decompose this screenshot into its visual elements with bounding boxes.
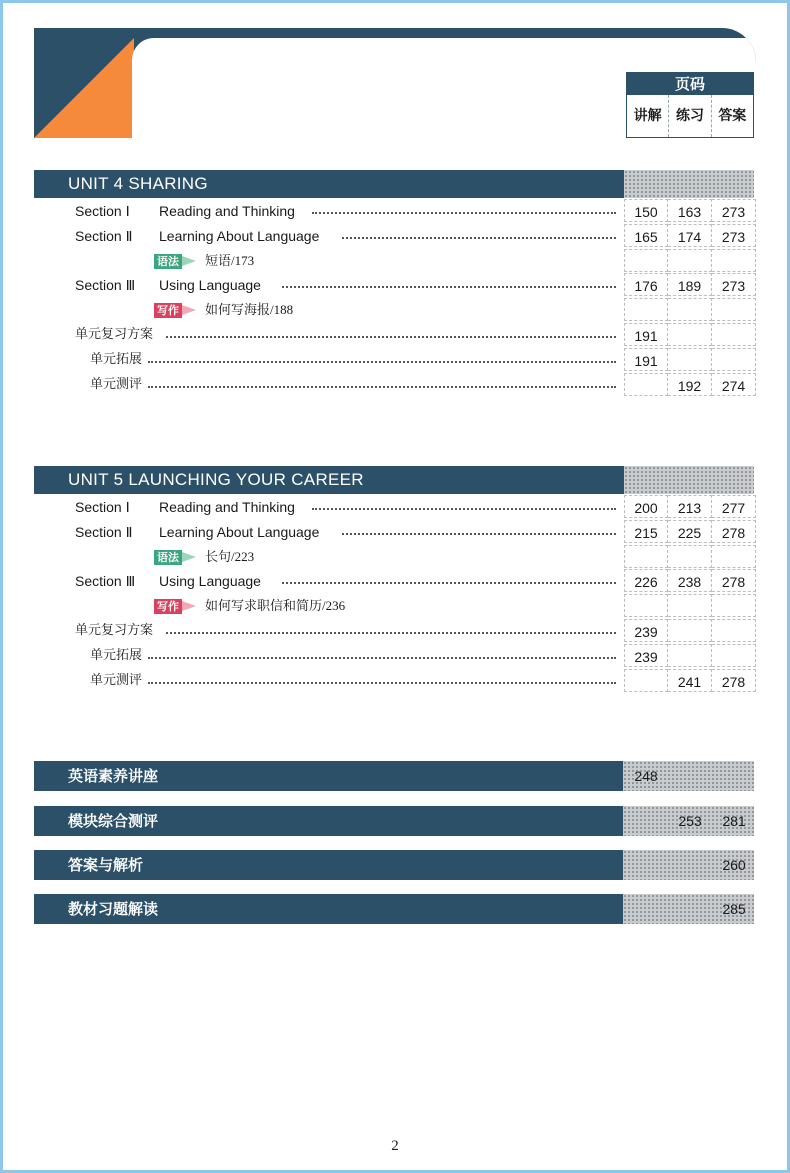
toc-entry[interactable] bbox=[0, 569, 790, 593]
toc-entry[interactable] bbox=[0, 669, 790, 693]
page-cell: 273 bbox=[712, 224, 756, 247]
col-lecture: 讲解 bbox=[627, 95, 669, 137]
chapter-title: 单元复习方案 bbox=[75, 327, 154, 342]
page-cell: 273 bbox=[712, 199, 756, 222]
section-bar-title: 英语素养讲座 bbox=[68, 767, 159, 785]
page-cell: 215 bbox=[624, 520, 668, 543]
unit-header-bar bbox=[34, 466, 754, 494]
dot-leader bbox=[282, 286, 616, 288]
toc-entry[interactable] bbox=[0, 273, 790, 297]
section-title: Using Language bbox=[159, 277, 261, 293]
page-cell: 277 bbox=[712, 495, 756, 518]
page-cell: 226 bbox=[624, 569, 668, 592]
toc-subentry[interactable] bbox=[0, 545, 790, 569]
tag-label: 写作 bbox=[157, 304, 179, 317]
tag-label: 语法 bbox=[157, 255, 179, 268]
page-number-cell: 281 bbox=[722, 813, 746, 829]
page-cell: 239 bbox=[624, 619, 668, 642]
page-cell: 174 bbox=[668, 224, 712, 247]
section-bar[interactable] bbox=[34, 761, 754, 791]
page-cell bbox=[712, 298, 756, 321]
page-cell: 163 bbox=[668, 199, 712, 222]
page-cell: 278 bbox=[712, 520, 756, 543]
chapter-title: 单元测评 bbox=[90, 377, 143, 392]
toc-entry[interactable] bbox=[0, 348, 790, 372]
dot-leader bbox=[312, 212, 616, 214]
page-cell bbox=[624, 373, 668, 396]
page-cell: 273 bbox=[712, 273, 756, 296]
page-cell: 165 bbox=[624, 224, 668, 247]
subentry-text: 长句/223 bbox=[205, 549, 255, 564]
toc-subentry[interactable] bbox=[0, 298, 790, 322]
subentry-text: 如何写海报/188 bbox=[205, 302, 294, 317]
section-title: Learning About Language bbox=[159, 228, 320, 244]
page-number-cell: 260 bbox=[722, 857, 746, 873]
section-number: Section Ⅰ bbox=[75, 499, 130, 515]
page-cell: 225 bbox=[668, 520, 712, 543]
page-number-cell: 253 bbox=[678, 813, 702, 829]
page-cell: 150 bbox=[624, 199, 668, 222]
page-cell bbox=[624, 249, 668, 272]
section-bar[interactable] bbox=[34, 850, 754, 880]
toc-entry[interactable] bbox=[0, 619, 790, 643]
section-number: Section Ⅲ bbox=[75, 573, 136, 589]
dot-leader bbox=[312, 508, 616, 510]
page-cell: 200 bbox=[624, 495, 668, 518]
unit-title: UNIT 5 LAUNCHING YOUR CAREER bbox=[68, 470, 364, 489]
section-number: Section Ⅱ bbox=[75, 524, 133, 540]
toc-entry[interactable] bbox=[0, 199, 790, 223]
page-cell bbox=[712, 348, 756, 371]
toc-entry[interactable] bbox=[0, 520, 790, 544]
grammar-tag bbox=[154, 254, 182, 269]
page-cell: 191 bbox=[624, 323, 668, 346]
section-bar-title: 答案与解析 bbox=[68, 856, 144, 874]
page-cell bbox=[712, 545, 756, 568]
col-answers: 答案 bbox=[718, 108, 747, 124]
writing-tag bbox=[154, 303, 182, 318]
page-cell: 189 bbox=[668, 273, 712, 296]
toc-entry[interactable] bbox=[0, 224, 790, 248]
chapter-title: 单元复习方案 bbox=[75, 623, 154, 638]
toc-entry[interactable] bbox=[0, 323, 790, 347]
section-bar-title: 教材习题解读 bbox=[68, 900, 159, 918]
section-bar-title: 模块综合测评 bbox=[68, 812, 159, 830]
page-cell bbox=[712, 594, 756, 617]
page-cell: 191 bbox=[624, 348, 668, 371]
page-cell bbox=[712, 644, 756, 667]
grammar-tag bbox=[154, 550, 182, 565]
page-cell bbox=[668, 249, 712, 272]
page-cell bbox=[712, 323, 756, 346]
page-cell bbox=[668, 348, 712, 371]
unit-title: UNIT 4 SHARING bbox=[68, 174, 208, 193]
page-cell: 278 bbox=[712, 669, 756, 692]
arrow-icon bbox=[182, 552, 196, 562]
subentry-text: 如何写求职信和简历/236 bbox=[205, 598, 346, 613]
page-cell bbox=[668, 644, 712, 667]
page-cell bbox=[668, 298, 712, 321]
page-cell bbox=[668, 594, 712, 617]
page-cell bbox=[668, 323, 712, 346]
page-number-cell: 248 bbox=[634, 768, 658, 784]
page-cell: 241 bbox=[668, 669, 712, 692]
section-title: Reading and Thinking bbox=[159, 499, 295, 515]
subentry-text: 短语/173 bbox=[205, 253, 255, 268]
section-title: Reading and Thinking bbox=[159, 203, 295, 219]
tag-label: 语法 bbox=[157, 551, 179, 564]
page-cell bbox=[624, 545, 668, 568]
arrow-icon bbox=[182, 256, 196, 266]
toc-entry[interactable] bbox=[0, 644, 790, 668]
page-cell: 192 bbox=[668, 373, 712, 396]
arrow-icon bbox=[182, 305, 196, 315]
pages-label: 页码 bbox=[627, 73, 753, 95]
page-cell: 176 bbox=[624, 273, 668, 296]
page-cell bbox=[712, 249, 756, 272]
toc-entry[interactable] bbox=[0, 373, 790, 397]
dotted-pattern bbox=[624, 466, 754, 494]
page-cell bbox=[668, 545, 712, 568]
page-number: 2 bbox=[391, 1138, 399, 1154]
chapter-title: 单元拓展 bbox=[90, 352, 143, 367]
section-bar[interactable] bbox=[34, 806, 754, 836]
toc-entry[interactable] bbox=[0, 495, 790, 519]
page-cell: 239 bbox=[624, 644, 668, 667]
page-cell bbox=[624, 669, 668, 692]
page-cell: 213 bbox=[668, 495, 712, 518]
section-bar[interactable] bbox=[34, 894, 754, 924]
page-cell: 274 bbox=[712, 373, 756, 396]
chapter-title: 单元拓展 bbox=[90, 648, 143, 663]
dot-leader bbox=[148, 657, 616, 659]
dot-leader bbox=[166, 632, 616, 634]
chapter-title: 单元测评 bbox=[90, 673, 143, 688]
page-cell bbox=[668, 619, 712, 642]
dot-leader bbox=[166, 336, 616, 338]
section-title: Using Language bbox=[159, 573, 261, 589]
dot-leader bbox=[282, 582, 616, 584]
page-number-cell: 285 bbox=[722, 901, 746, 917]
section-number: Section Ⅲ bbox=[75, 277, 136, 293]
toc-subentry[interactable] bbox=[0, 249, 790, 273]
dotted-pattern bbox=[624, 170, 754, 198]
page-cell: 238 bbox=[668, 569, 712, 592]
writing-tag bbox=[154, 599, 182, 614]
section-number: Section Ⅰ bbox=[75, 203, 130, 219]
dot-leader bbox=[148, 361, 616, 363]
dot-leader bbox=[148, 682, 616, 684]
unit-header-bar bbox=[34, 170, 754, 198]
section-title: Learning About Language bbox=[159, 524, 320, 540]
page-cell: 278 bbox=[712, 569, 756, 592]
dot-leader bbox=[148, 386, 616, 388]
corner-decoration bbox=[34, 28, 134, 138]
page-cell bbox=[624, 594, 668, 617]
dot-leader bbox=[342, 237, 616, 239]
toc-subentry[interactable] bbox=[0, 594, 790, 618]
tag-label: 写作 bbox=[157, 600, 179, 613]
section-number: Section Ⅱ bbox=[75, 228, 133, 244]
dot-leader bbox=[342, 533, 616, 535]
col-practice: 练习 bbox=[669, 95, 711, 137]
page-cell bbox=[624, 298, 668, 321]
arrow-icon bbox=[182, 601, 196, 611]
page-cell bbox=[712, 619, 756, 642]
page-columns-header bbox=[626, 72, 754, 138]
